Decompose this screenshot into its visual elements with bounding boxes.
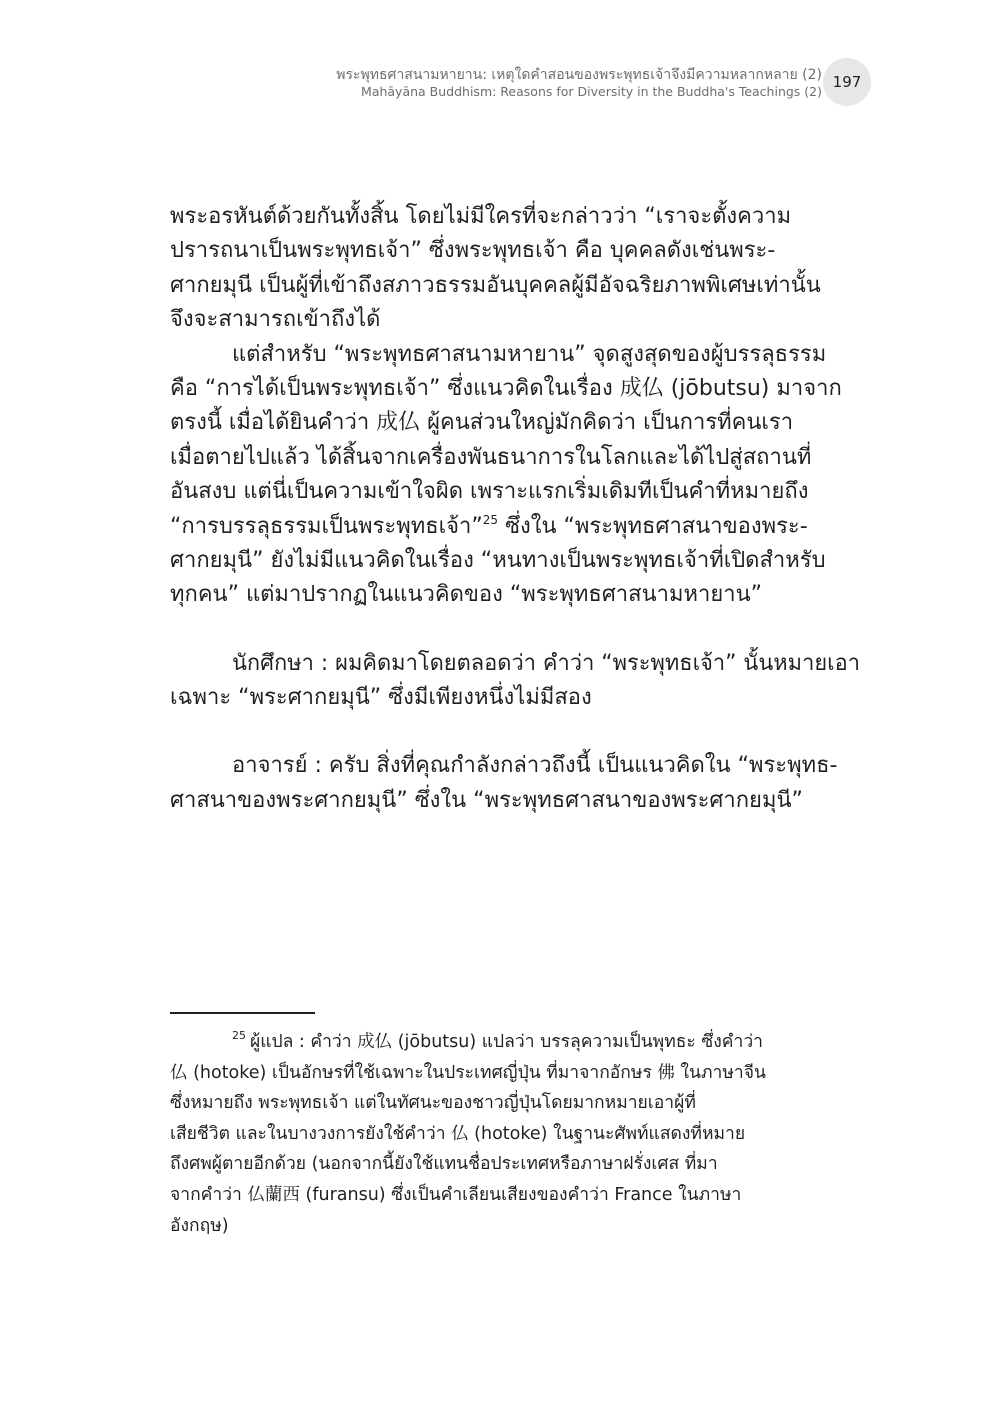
footnote-line (170, 1027, 860, 1058)
page-number-badge: 197 (823, 58, 871, 106)
footnote-line: เสียชีวิต และในบางวงการยังใช้คำว่า 仏 (hotoke) ในฐานะศัพท์แสดงที่หมาย (170, 1123, 746, 1144)
footnote-line: ถึงศพผู้ตายอีกด้วย (นอกจากนี้ยังใช้แทนชื่อประเทศหรือภาษาฝรั่งเศส ที่มา (170, 1154, 718, 1175)
body-line: ปรารถนาเป็นพระพุทธเจ้า” ซึ่งพระพุทธเจ้า คือ บุคคลดังเช่นพระ- (170, 238, 776, 264)
body-line: ศากยมุนี” ยังไม่มีแนวคิดในเรื่อง “หนทางเป็นพระพุทธเจ้าที่เปิดสำหรับ (170, 547, 826, 573)
footnote-text: ผู้แปล : คำว่า 成仏 (jōbutsu) แปลว่า บรรลุความเป็นพุทธะ ซึ่งคำว่า (250, 1032, 763, 1052)
body-text-span: ซึ่งใน “พระพุทธศาสนาของพระ- (505, 513, 808, 539)
footnote-line: จากคำว่า 仏蘭西 (furansu) ซึ่งเป็นคำเลียนเสียงของคำว่า France ในภาษา (170, 1184, 742, 1205)
running-header (182, 66, 822, 100)
header-title-thai: พระพุทธศาสนามหายาน: เหตุใดคำสอนของพระพุทธเจ้าจึงมีความหลากหลาย (2) (336, 67, 822, 83)
body-line: ศากยมุนี เป็นผู้ที่เข้าถึงสภาวธรรมอันบุคคลผู้มีอัจฉริยภาพพิเศษเท่านั้น (170, 272, 821, 298)
student-line: เฉพาะ “พระศากยมุนี” ซึ่งมีเพียงหนึ่งไม่มีสอง (170, 685, 592, 711)
body-text (170, 200, 860, 818)
body-line: จึงจะสามารถเข้าถึงได้ (170, 307, 381, 333)
paragraph-gap (170, 613, 860, 647)
footnote-divider (170, 1012, 315, 1014)
header-title-english: Mahāyāna Buddhism: Reasons for Diversity in the Buddha's Teachings (2) (361, 84, 822, 99)
footnote-marker: 25 (232, 1029, 246, 1042)
paragraph-gap (170, 715, 860, 749)
footnote-line: ซึ่งหมายถึง พระพุทธเจ้า แต่ในทัศนะของชาวญี่ปุ่นโดยมากหมายเอาผู้ที่ (170, 1093, 696, 1114)
footnote-line: 仏 (hotoke) เป็นอักษรที่ใช้เฉพาะในประเทศญี่ปุ่น ที่มาจากอักษร 佛 ในภาษาจีน (170, 1062, 766, 1083)
body-line: ทุกคน” แต่มาปรากฏในแนวคิดของ “พระพุทธศาสนามหายาน” (170, 582, 763, 608)
footnote-reference[interactable]: 25 (482, 512, 499, 527)
teacher-line: ศาสนาของพระศากยมุนี” ซึ่งใน “พระพุทธศาสนาของพระศากยมุนี” (170, 787, 803, 813)
body-line: พระอรหันต์ด้วยกันทั้งสิ้น โดยไม่มีใครที่จะกล่าวว่า “เราจะตั้งความ (170, 204, 792, 229)
body-text-span: “การบรรลุธรรมเป็นพระพุทธเจ้า” (170, 513, 483, 539)
footnote (170, 1027, 860, 1241)
body-line: อันสงบ แต่นี่เป็นความเข้าใจผิด เพราะแรกเริ่มเดิมทีเป็นคำที่หมายถึง (170, 479, 809, 505)
footnote-line: อังกฤษ) (170, 1215, 229, 1236)
teacher-line: อาจารย์ : ครับ สิ่งที่คุณกำลังกล่าวถึงนี้ เป็นแนวคิดใน “พระพุทธ- (232, 753, 838, 779)
body-line (170, 510, 860, 544)
body-line: แต่สำหรับ “พระพุทธศาสนามหายาน” จุดสูงสุดของผู้บรรลุธรรม (232, 341, 827, 367)
body-line: ตรงนี้ เมื่อได้ยินคำว่า 成仏 ผู้คนส่วนใหญ่มักคิดว่า เป็นการที่คนเรา (170, 410, 794, 436)
student-line: นักศึกษา : ผมคิดมาโดยตลอดว่า คำว่า “พระพุทธเจ้า” นั้นหมายเอา (232, 650, 860, 676)
body-line: เมื่อตายไปแล้ว ได้สิ้นจากเครื่องพันธนาการในโลกและได้ไปสู่สถานที่ (170, 444, 812, 470)
body-line: คือ “การได้เป็นพระพุทธเจ้า” ซึ่งแนวคิดในเรื่อง 成仏 (jōbutsu) มาจาก (170, 375, 842, 401)
